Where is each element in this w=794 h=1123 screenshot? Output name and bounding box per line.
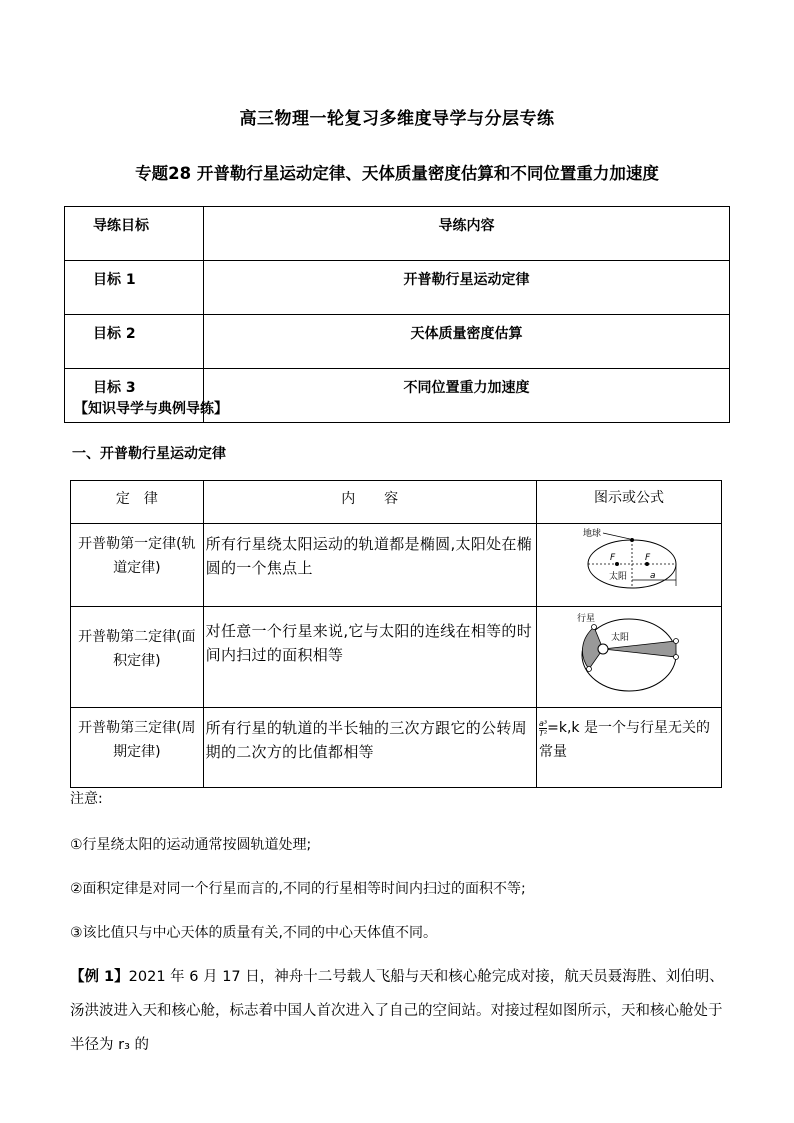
goal-content-cell: 开普勒行星运动定律 [204, 261, 730, 315]
sun-label: 太阳 [611, 633, 630, 643]
formula-numerator: a³ [539, 718, 548, 728]
sun-dot [598, 644, 608, 654]
law-table-header [71, 481, 722, 524]
law-content-cell: 所有行星绕太阳运动的轨道都是椭圆,太阳处在椭圆的一个焦点上 [203, 524, 536, 607]
example-text: 2021 年 6 月 17 日，神舟十二号载人飞船与天和核心舱完成对接，航天员聂海胜、刘伯明、汤洪波进入天和核心舱，标志着中国人首次进入了自己的空间站。对接过程如图所示，天和核心舱处于半径为 r₃ 的 [70, 969, 724, 1053]
goal-row [65, 261, 730, 315]
area-law-diagram [537, 607, 721, 703]
section-one-heading: 一、开普勒行星运动定律 [72, 446, 226, 462]
goal-cell: 目标 1 [65, 261, 204, 315]
earth-dot [630, 538, 634, 542]
focus-label: F [645, 553, 651, 563]
page-subtitle: 专题28 开普勒行星运动定律、天体质量密度估算和不同位置重力加速度 [135, 164, 659, 183]
sun-label: 太阳 [609, 572, 628, 582]
law-content-cell: 所有行星的轨道的半长轴的三次方跟它的公转周期的二次方的比值都相等 [203, 708, 536, 788]
semi-axis-label: a [650, 571, 656, 581]
goal-content-cell: 不同位置重力加速度 [204, 369, 730, 423]
formula-denominator: T² [539, 728, 548, 738]
goal-table [64, 206, 730, 423]
law-name-cell: 开普勒第二定律(面积定律) [71, 607, 204, 708]
note-item: ③该比值只与中心天体的质量有关,不同的中心天体值不同。 [70, 925, 437, 941]
focus-label: F [610, 553, 616, 563]
section-knowledge-heading: 【知识导学与典例导练】 [74, 401, 228, 417]
goal-content-cell: 天体质量密度估算 [204, 315, 730, 369]
law-row [71, 607, 722, 708]
note-item: ②面积定律是对同一个行星而言的,不同的行星相等时间内扫过的面积不等; [70, 881, 526, 897]
note-item: ①行星绕太阳的运动通常按圆轨道处理; [70, 837, 312, 853]
formula-fraction [539, 719, 547, 738]
law-header-cell: 定 律 [71, 481, 204, 524]
content-header-cell: 导练内容 [204, 207, 730, 261]
law-row [71, 708, 722, 788]
law-figure-cell [537, 607, 722, 708]
law-name-cell: 开普勒第三定律(周期定律) [71, 708, 204, 788]
goal-cell: 目标 3 [65, 369, 204, 423]
law-figure-cell [537, 524, 722, 607]
goal-table-header [65, 207, 730, 261]
goal-row [65, 315, 730, 369]
page-title: 高三物理一轮复习多维度导学与分层专练 [239, 109, 555, 129]
example-label: 【例 1】 [70, 969, 129, 985]
earth-label: 地球 [583, 529, 602, 539]
goal-header-cell: 导练目标 [65, 207, 204, 261]
goal-cell: 目标 2 [65, 315, 204, 369]
law-row [71, 524, 722, 607]
law-name-cell: 开普勒第一定律(轨道定律) [71, 524, 204, 607]
law-table [70, 480, 722, 788]
formula-text: =k,k 是一个与行星无关的常量 [539, 720, 710, 760]
figure-header-cell: 图示或公式 [537, 481, 722, 524]
notes-heading: 注意: [70, 791, 103, 807]
planet-label: 行星 [577, 614, 596, 624]
content-header-cell: 内 容 [203, 481, 536, 524]
ellipse-orbit-diagram [537, 524, 721, 602]
law-content-cell: 对任意一个行星来说,它与太阳的连线在相等的时间内扫过的面积相等 [203, 607, 536, 708]
example-1-paragraph [70, 960, 730, 1062]
formula-cell [537, 708, 722, 788]
